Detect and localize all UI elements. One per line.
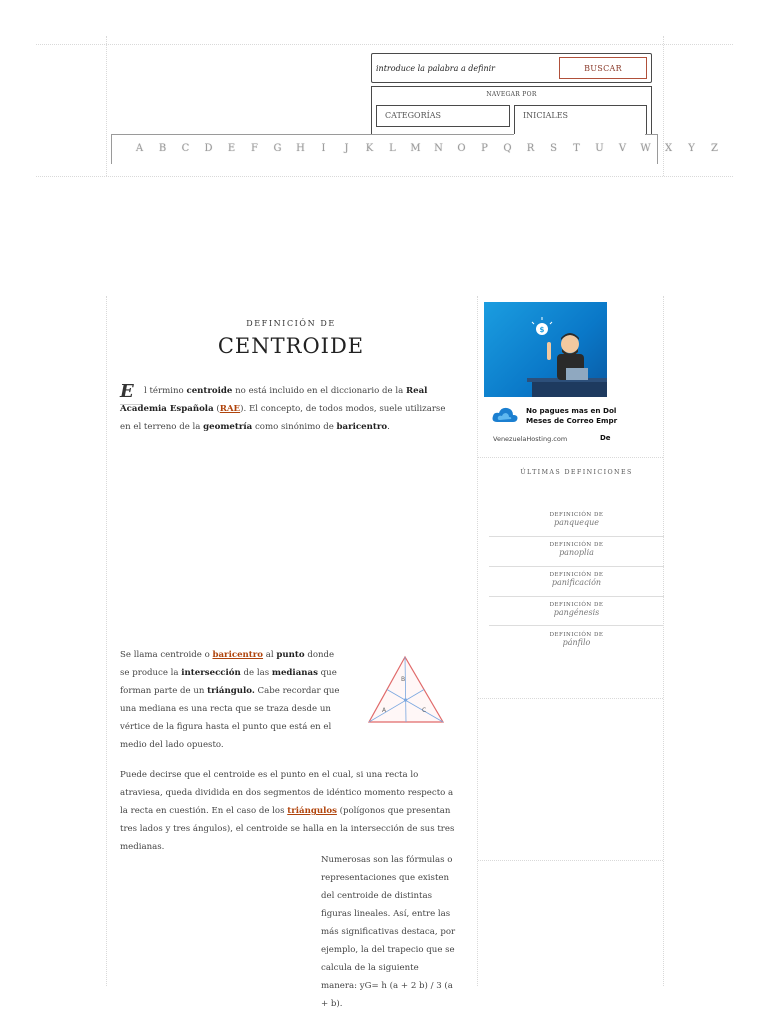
recent-label: DEFINICIÓN DE: [549, 572, 604, 578]
letter-link[interactable]: D: [204, 143, 213, 154]
letter-link[interactable]: J: [344, 143, 349, 154]
letter-link[interactable]: T: [573, 143, 580, 154]
tab-initials[interactable]: INICIALES: [514, 105, 647, 135]
recent-label: DEFINICIÓN DE: [549, 602, 604, 608]
letter-link[interactable]: H: [296, 143, 305, 154]
header-top-rule: [36, 44, 733, 45]
recent-label: DEFINICIÓN DE: [549, 632, 604, 638]
letter-link[interactable]: V: [618, 143, 627, 154]
text: no está incluido en el diccionario de la: [232, 386, 406, 396]
ad-domain[interactable]: VenezuelaHosting.com: [493, 435, 568, 443]
alphabet-list: [128, 143, 726, 154]
letter-link[interactable]: O: [457, 143, 466, 154]
figure-label-b: B: [401, 676, 406, 683]
text: como sinónimo de: [252, 422, 337, 432]
letter-link[interactable]: G: [273, 143, 282, 154]
content-left-rule: [106, 296, 107, 986]
text: l término: [144, 386, 187, 396]
letter-link[interactable]: W: [640, 143, 651, 154]
ad-headline-line: No pagues mas en Dol: [526, 406, 617, 415]
recent-definition-link[interactable]: [489, 572, 664, 602]
text: al: [263, 650, 277, 660]
laptop-icon: [566, 368, 588, 380]
letter-link[interactable]: Z: [711, 143, 718, 154]
browse-label: NAVEGAR POR: [486, 91, 537, 98]
letter-link[interactable]: I: [321, 143, 326, 154]
recent-divider: [489, 625, 664, 626]
letter-link[interactable]: X: [664, 143, 673, 154]
text: Cabe recordar que una mediana es una recta que se traza desde un vértice de la figura hasta el punto que está en el medio del lado opuesto.: [120, 686, 340, 750]
term-bold: medianas: [271, 668, 318, 678]
triangle-centroid-figure: [365, 654, 445, 726]
sidebar-rule-2: [478, 698, 663, 699]
letter-link[interactable]: E: [227, 143, 236, 154]
term-bold: triángulo.: [207, 686, 255, 696]
text: (polígonos que presentan tres lados y tres ángulos), el centroide se halla en la intersección de sus tres medianas.: [120, 806, 455, 852]
letter-link[interactable]: Q: [503, 143, 512, 154]
recent-word: pangénesis: [553, 608, 600, 617]
cloud-logo-icon: [491, 404, 519, 426]
paragraph-moment: [120, 766, 458, 856]
person-arm: [547, 342, 551, 360]
letter-link[interactable]: S: [550, 143, 557, 154]
definition-kicker: DEFINICIÓN DE: [246, 319, 336, 328]
ad-headline-line: Meses de Correo Empr: [526, 415, 618, 425]
recent-divider: [489, 536, 664, 537]
recent-definition-link[interactable]: [489, 542, 664, 572]
recent-word: panoplia: [559, 548, 594, 557]
letter-link[interactable]: A: [135, 143, 144, 154]
text: ). El concepto, de todos modos, suele utilizarse en el terreno de la: [120, 404, 446, 432]
letter-link[interactable]: U: [595, 143, 604, 154]
term-bold: geometría: [203, 422, 253, 432]
recent-label: DEFINICIÓN DE: [549, 512, 604, 518]
centroid-point: [404, 698, 407, 701]
letter-link[interactable]: F: [251, 143, 258, 154]
recent-divider: [489, 596, 664, 597]
desk-shape: [532, 380, 607, 397]
recent-word: panificación: [551, 578, 602, 587]
tab-categories[interactable]: CATEGORÍAS: [376, 105, 510, 127]
paragraph-formulas: [321, 851, 457, 1009]
content-divider-rule: [477, 296, 478, 986]
recent-definitions-heading: ÚLTIMAS DEFINICIONES: [520, 469, 633, 476]
term-bold: Real Academia Española: [120, 386, 428, 414]
letter-link[interactable]: N: [434, 143, 443, 154]
sidebar-rule-3: [478, 860, 663, 861]
term-bold: baricentro: [336, 422, 388, 432]
paragraph-definition: [120, 646, 342, 754]
search-button[interactable]: BUSCAR: [559, 57, 647, 79]
term-bold: centroide: [186, 386, 233, 396]
header-bottom-rule: [36, 176, 733, 177]
letter-link[interactable]: M: [410, 143, 421, 154]
light-ray: [532, 322, 534, 324]
trapezoid-formula: yG= h (a + 2 b) / 3 (a + b).: [321, 981, 453, 1009]
text: de las: [240, 668, 272, 678]
recent-definition-link[interactable]: [489, 512, 664, 542]
letter-link[interactable]: P: [481, 143, 488, 154]
sidebar-rule-1: [478, 457, 663, 458]
letter-link[interactable]: C: [181, 143, 190, 154]
header-right-rule: [663, 36, 664, 176]
text: que forman parte de un: [120, 668, 337, 696]
text: .: [387, 422, 390, 432]
search-input[interactable]: [376, 58, 556, 78]
person-head: [561, 335, 579, 353]
link-triangulos[interactable]: triángulos: [287, 806, 337, 816]
figure-label-a: A: [382, 707, 387, 714]
dollar-icon: $: [539, 326, 545, 334]
light-ray: [550, 322, 552, 324]
text: Se llama centroide o: [120, 650, 213, 660]
recent-definition-link[interactable]: [489, 632, 664, 662]
term-bold: intersección: [181, 668, 241, 678]
header-left-rule: [106, 36, 107, 176]
paragraph-intro: [120, 382, 455, 436]
recent-label: DEFINICIÓN DE: [549, 542, 604, 548]
browse-panel: [371, 86, 652, 134]
ad-illustration: [484, 302, 607, 397]
recent-divider: [489, 566, 664, 567]
letter-link[interactable]: L: [389, 143, 396, 154]
alphabet-bar: [111, 134, 718, 164]
recent-word: panqueque: [553, 518, 600, 527]
link-rae[interactable]: RAE: [219, 404, 241, 414]
letter-link[interactable]: K: [365, 143, 374, 154]
text: donde se produce la: [120, 650, 335, 678]
page-title: CENTROIDE: [217, 334, 365, 358]
letter-link[interactable]: B: [158, 143, 167, 154]
ad-headline[interactable]: [526, 406, 618, 425]
figure-label-c: C: [422, 707, 427, 714]
recent-definition-link[interactable]: [489, 602, 664, 632]
ad-banner-image[interactable]: [484, 302, 607, 397]
ad-cta[interactable]: De: [600, 434, 611, 442]
recent-word: pánfilo: [562, 638, 591, 647]
search-form: [371, 53, 652, 83]
text: (: [213, 404, 220, 414]
letter-link[interactable]: Y: [688, 143, 695, 154]
text: Puede decirse que el centroide es el punto en el cual, si una recta lo atraviesa, queda dividida en dos segmentos de idéntico momento respecto a la recta en cuestión. En el caso de los: [120, 770, 454, 816]
link-baricentro[interactable]: baricentro: [212, 650, 264, 660]
text: Numerosas son las fórmulas o representaciones que existen del centroide de distintas figuras lineales. Así, entre las más significativas destaca, por ejemplo, la del trapecio que se calcula de la siguiente manera:: [321, 855, 456, 991]
drop-cap: E: [120, 381, 134, 402]
letter-link[interactable]: R: [526, 143, 535, 154]
term-bold: punto: [276, 650, 305, 660]
tab-connector: [514, 134, 645, 136]
